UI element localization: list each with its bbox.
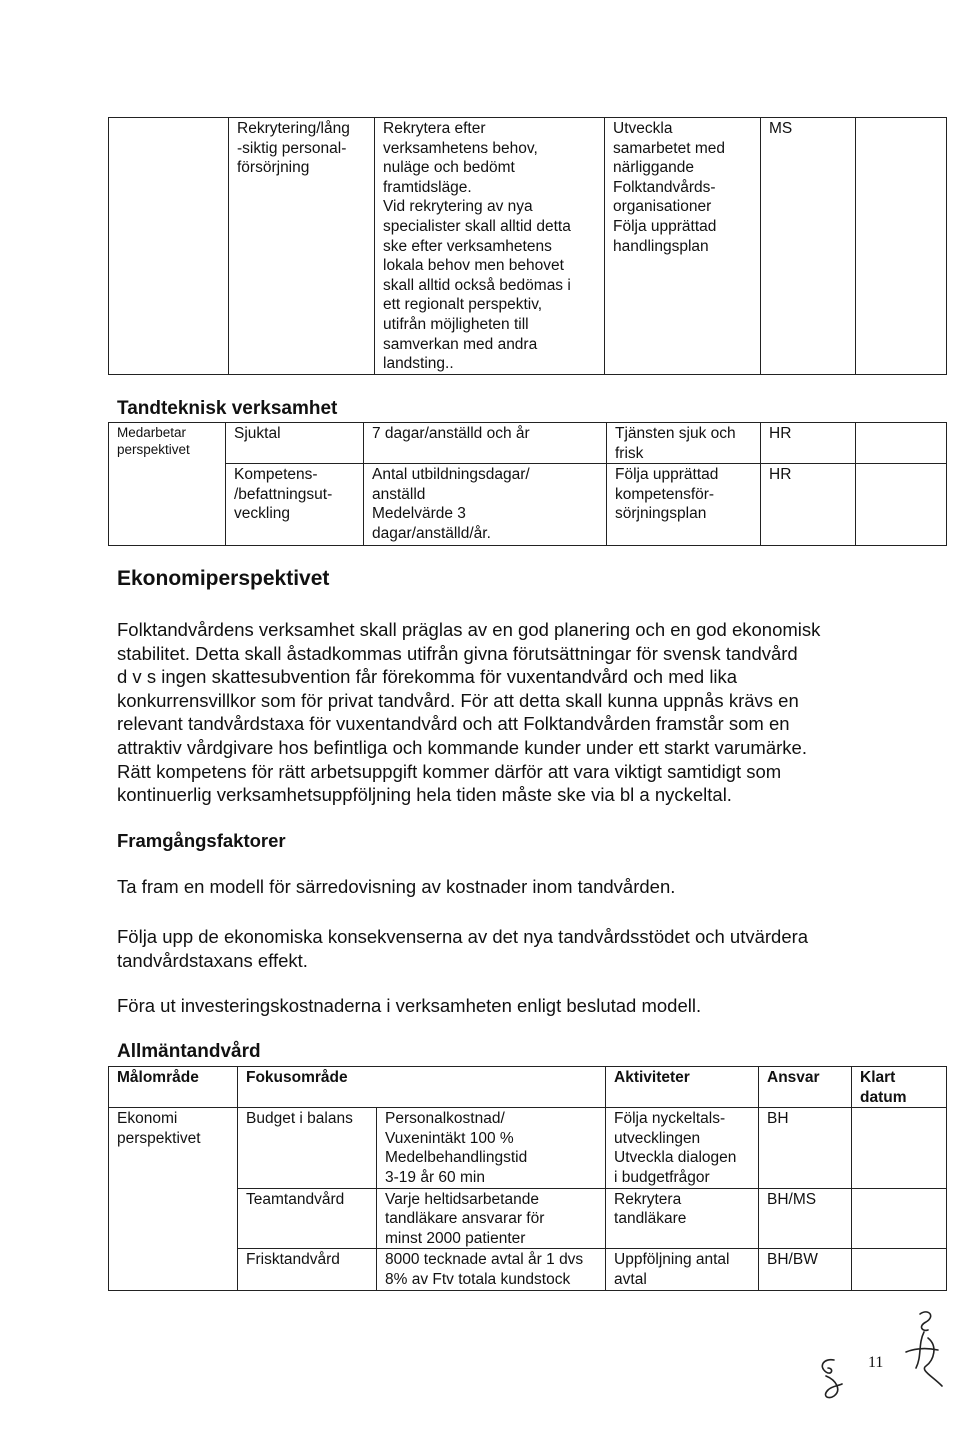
goal-cell — [377, 1249, 606, 1290]
focus-area-cell — [238, 1108, 377, 1188]
text-line: Folktandvårds- — [613, 178, 716, 196]
text-line: framtidsläge. — [383, 178, 472, 196]
text-line: utifrån möjligheten till — [383, 315, 529, 333]
text-line: utvecklingen — [614, 1129, 701, 1147]
text-line: Medarbetar — [117, 425, 187, 440]
text-line: Tjänsten sjuk och — [615, 425, 736, 442]
text-line: minst 2000 patienter — [385, 1229, 526, 1247]
text-line: dagar/anställd/år. — [372, 524, 491, 542]
text-line: Varje heltidsarbetande — [385, 1190, 539, 1208]
activity-cell — [607, 423, 761, 464]
responsible-cell: HR — [761, 423, 856, 464]
text-line: Vid rekrytering av nya — [383, 198, 533, 216]
goal-cell — [377, 1188, 606, 1249]
text-line: 7 dagar/anställd och år — [372, 425, 530, 442]
text-line: försörjning — [237, 159, 310, 177]
focus-area-cell — [229, 118, 375, 375]
text-line: Följa upprättad — [613, 217, 717, 235]
text-line: ett regionalt perspektiv, — [383, 296, 543, 314]
goal-cell — [377, 1108, 606, 1188]
focus-area-cell — [226, 464, 364, 546]
text-line: tandläkare ansvarar för — [385, 1210, 545, 1228]
text-line: 8000 tecknade avtal år 1 dvs — [385, 1251, 584, 1269]
text-line: Följa nyckeltals- — [614, 1110, 726, 1128]
text-line: Följa upprättad — [615, 466, 719, 484]
paragraph — [117, 925, 808, 972]
text-line: tandvårdstaxans effekt. — [117, 949, 308, 971]
text-line: landsting.. — [383, 355, 454, 373]
date-cell — [852, 1249, 947, 1290]
date-cell — [856, 423, 947, 464]
table-row — [109, 423, 947, 464]
text-line: Utveckla dialogen — [614, 1149, 737, 1167]
section-heading-ekonomi: Ekonomiperspektivet — [117, 567, 330, 590]
text-line: Rätt kompetens för rätt arbetsuppgift kommer därför att vara viktigt samtidigt som — [117, 760, 782, 782]
text-line: Budget i balans — [246, 1110, 353, 1128]
text-line: handlingsplan — [613, 237, 709, 255]
text-line: verksamhetens behov, — [383, 139, 538, 157]
text-line: specialister skall alltid detta — [383, 217, 571, 235]
text-line: lokala behov men behovet — [383, 257, 564, 275]
text-line: Antal utbildningsdagar/ — [372, 466, 530, 484]
activity-cell — [606, 1249, 759, 1290]
text-line: Följa upp de ekonomiska konsekvenserna av det nya tandvårdsstödet och utvärdera — [117, 926, 809, 947]
activity-cell — [606, 1188, 759, 1249]
text-line: organisationer — [613, 198, 712, 216]
text-line: Uppföljning antal — [614, 1251, 730, 1269]
header-ansvar: Ansvar — [759, 1067, 852, 1108]
text-line: tandläkare — [614, 1210, 687, 1228]
text-line: veckling — [234, 505, 290, 523]
text-line: attraktiv vårdgivare hos befintliga och kommande kunder under ett starkt varumärke. — [117, 736, 807, 758]
text-line: Vuxenintäkt 100 % — [385, 1129, 514, 1147]
text-line: 3-19 år 60 min — [385, 1168, 485, 1186]
section-heading-allmantandvard: Allmäntandvård — [117, 1041, 261, 1062]
recruitment-table — [108, 117, 947, 375]
text-line: datum — [860, 1088, 907, 1106]
date-cell — [852, 1188, 947, 1249]
perspective-cell — [109, 1108, 238, 1290]
text-line: i budgetfrågor — [614, 1168, 710, 1186]
paragraph: Föra ut investeringskostnaderna i verksamheten enligt beslutad modell. — [117, 995, 702, 1016]
perspective-cell — [109, 118, 229, 375]
activity-cell — [607, 464, 761, 546]
goal-cell — [364, 464, 607, 546]
text-line: Folktandvårdens verksamhet skall präglas av en god planering och en god ekonomisk — [117, 619, 821, 640]
text-line: 8% av Ftv totala kundstock — [385, 1270, 571, 1288]
table-row — [109, 464, 947, 546]
activity-cell — [605, 118, 761, 375]
date-cell — [852, 1108, 947, 1188]
date-cell — [856, 118, 947, 375]
text-line: d v s ingen skattesubvention får förekomma för vuxentandvård och med lika — [117, 666, 738, 688]
text-line: relevant tandvårdstaxa för vuxentandvård och att Folktandvården framstår som en — [117, 713, 790, 735]
tandteknisk-table — [108, 422, 947, 546]
table-row — [109, 1108, 947, 1188]
header-klart-datum — [852, 1067, 947, 1108]
text-line: Rekrytering/lång — [237, 120, 350, 137]
date-cell — [856, 464, 947, 546]
intro-paragraph — [117, 618, 820, 807]
responsible-cell: BH/BW — [759, 1249, 852, 1290]
text-line: sörjningsplan — [615, 505, 707, 523]
table-header-row — [109, 1067, 947, 1108]
text-line: samarbetet med — [613, 139, 725, 157]
text-line: Ekonomi — [117, 1110, 178, 1128]
text-line: Utveckla — [613, 120, 673, 137]
text-line: ske efter verksamhetens — [383, 237, 552, 255]
text-line: Medelbehandlingstid — [385, 1149, 528, 1167]
initials-signature-icon — [812, 1356, 854, 1402]
text-line: nuläge och bedömt — [383, 159, 515, 177]
text-line: Sjuktal — [234, 425, 281, 442]
responsible-cell: MS — [761, 118, 856, 375]
focus-area-cell — [238, 1188, 377, 1249]
handwritten-signature-icon — [898, 1308, 954, 1394]
text-line: stabilitet. Detta skall åstadkommas utifrån givna förutsättningar för svensk tandvård — [117, 642, 798, 664]
text-line: avtal — [614, 1270, 647, 1288]
goal-cell — [375, 118, 605, 375]
responsible-cell: BH — [759, 1108, 852, 1188]
section-heading-tandteknisk: Tandteknisk verksamhet — [117, 398, 338, 419]
activity-cell — [606, 1108, 759, 1188]
goal-cell — [364, 423, 607, 464]
text-line: kontinuerlig verksamhetsuppföljning hela tiden måste ske via bl a nyckeltal. — [117, 784, 732, 806]
focus-area-cell — [226, 423, 364, 464]
allmantandvard-table — [108, 1066, 947, 1291]
text-line: Kompetens- — [234, 466, 318, 484]
text-line: samverkan med andra — [383, 335, 538, 353]
text-line: närliggande — [613, 159, 695, 177]
text-line: Personalkostnad/ — [385, 1110, 505, 1128]
text-line: skall alltid också bedömas i — [383, 276, 571, 294]
text-line: perspektivet — [117, 442, 190, 457]
page-number: 11 — [868, 1354, 884, 1371]
text-line: Frisktandvård — [246, 1251, 340, 1269]
subheading-success-factors: Framgångsfaktorer — [117, 830, 286, 851]
text-line: Rekrytera — [614, 1190, 682, 1208]
header-malomrade: Målområde — [109, 1067, 238, 1108]
text-line: frisk — [615, 444, 644, 462]
text-line: perspektivet — [117, 1129, 201, 1147]
table-row — [109, 118, 947, 375]
responsible-cell: HR — [761, 464, 856, 546]
header-fokusomrade: Fokusområde — [238, 1067, 606, 1108]
text-line: anställd — [372, 485, 426, 503]
text-line: -siktig personal- — [237, 139, 347, 157]
header-aktiviteter: Aktiviteter — [606, 1067, 759, 1108]
responsible-cell: BH/MS — [759, 1188, 852, 1249]
focus-area-cell — [238, 1249, 377, 1290]
text-line: /befattningsut- — [234, 485, 333, 503]
perspective-cell — [109, 423, 226, 546]
text-line: Rekrytera efter — [383, 120, 486, 137]
paragraph: Ta fram en modell för särredovisning av kostnader inom tandvården. — [117, 876, 676, 897]
text-line: konkurrensvillkor som för privat tandvård. För att detta skall kunna uppnås krävs en — [117, 689, 799, 711]
text-line: Medelvärde 3 — [372, 505, 466, 523]
text-line: Klart — [860, 1069, 896, 1086]
text-line: kompetensför- — [615, 485, 715, 503]
text-line: Teamtandvård — [246, 1190, 345, 1208]
